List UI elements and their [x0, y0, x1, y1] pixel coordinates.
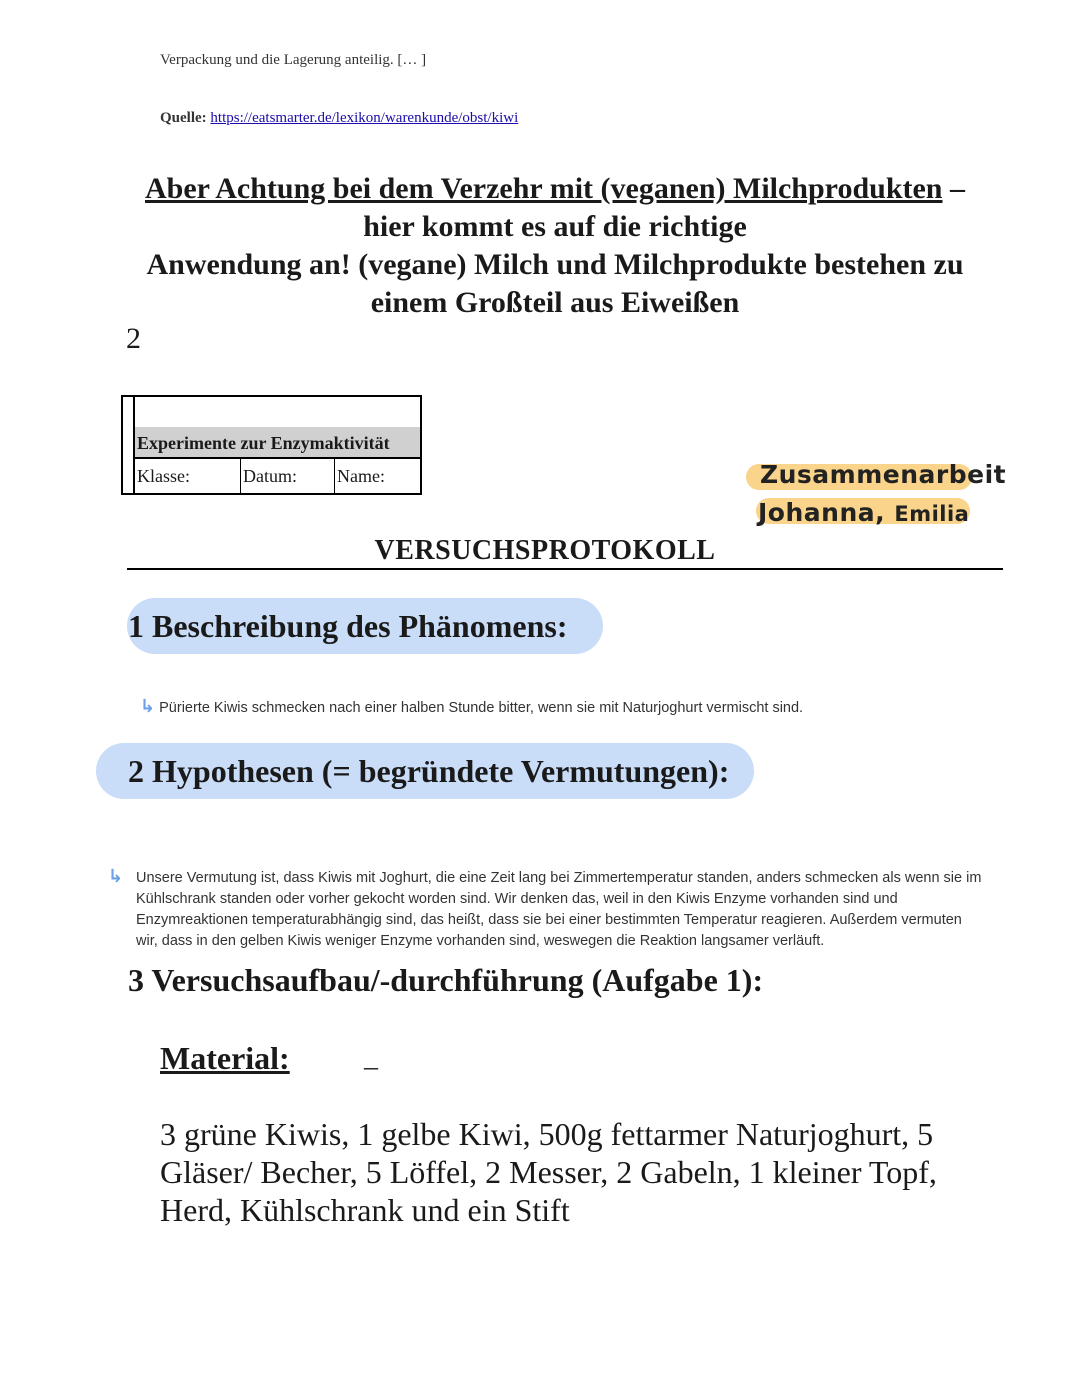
return-arrow-icon: ↳ — [140, 696, 156, 717]
section-1-note-text: Pürierte Kiwis schmecken nach einer halben Stunde bitter, wenn sie mit Naturjoghurt vermischt sind. — [159, 700, 804, 716]
heading-line-1 — [100, 170, 1010, 208]
section-1-note — [140, 696, 803, 717]
material-blank: _ — [364, 1042, 378, 1073]
handwritten-name-1: Johanna — [758, 498, 876, 527]
material-label: Material: — [160, 1040, 290, 1076]
table-fields-row — [135, 459, 420, 493]
protocol-title: VERSUCHSPROTOKOLL — [374, 535, 716, 566]
heading-line-3: Anwendung an! (vegane) Milch und Milchprodukte bestehen zu — [146, 248, 964, 281]
handwritten-name-2: Emilia — [894, 502, 970, 526]
intro-line: Verpackung und die Lagerung anteilig. [… ] — [160, 52, 427, 68]
handwritten-separator: , — [875, 498, 886, 527]
title-rule — [127, 568, 1003, 570]
handwritten-note — [740, 458, 1010, 538]
source-line — [160, 110, 518, 127]
worksheet-header-table — [121, 395, 422, 495]
datum-field: Datum: — [241, 459, 335, 493]
handwritten-names — [758, 498, 969, 527]
page-number: 2 — [126, 322, 141, 355]
section-2-title: 2 Hypothesen (= begründete Vermutungen): — [128, 753, 730, 789]
handwritten-collaboration: Zusammenarbeit — [760, 460, 1007, 489]
source-link[interactable]: https://eatsmarter.de/lexikon/warenkunde/obst/kiwi — [210, 110, 519, 126]
name-field: Name: — [337, 466, 385, 486]
main-heading — [100, 170, 1010, 322]
klasse-field: Klasse: — [135, 459, 241, 493]
table-empty-row — [135, 397, 420, 428]
section-2-note-text: Unsere Vermutung ist, dass Kiwis mit Joghurt, die eine Zeit lang bei Zimmertemperatur standen, anders schmecken als wenn sie im Kühlschrank standen oder vorher gekocht worden sind. Wir denken das, weil in den Kiwis Enzyme vorhanden sind und Enzymreaktionen temperaturabhängig sind, das heißt, dass sie bei einer bestimmten Temperatur reagieren. Außerdem vermuten wir, dass in den gelben Kiwis weniger Enzyme vorhanden sind, weswegen die Reaktion langsamer verläuft. — [136, 870, 982, 949]
material-list: 3 grüne Kiwis, 1 gelbe Kiwi, 500g fettarmer Naturjoghurt, 5 Gläser/ Becher, 5 Löffel, 2 Messer, 2 Gabeln, 1 kleiner Topf, Herd, Kühlschrank und ein Stift — [160, 1116, 937, 1228]
heading-line-2: hier kommt es auf die richtige — [363, 210, 747, 243]
heading-underlined-part: Aber Achtung bei dem Verzehr mit (veganen) Milchprodukten — [144, 172, 943, 205]
section-3-title: 3 Versuchsaufbau/-durchführung (Aufgabe 1): — [128, 962, 764, 998]
heading-dash: – — [942, 172, 965, 205]
table-title-row: Experimente zur Enzymaktivität — [135, 427, 420, 459]
heading-line-4: einem Großteil aus Eiweißen — [370, 286, 740, 319]
return-arrow-icon: ↳ — [108, 866, 124, 887]
section-1-title: 1 Beschreibung des Phänomens: — [128, 608, 568, 644]
source-label: Quelle: — [160, 110, 207, 126]
